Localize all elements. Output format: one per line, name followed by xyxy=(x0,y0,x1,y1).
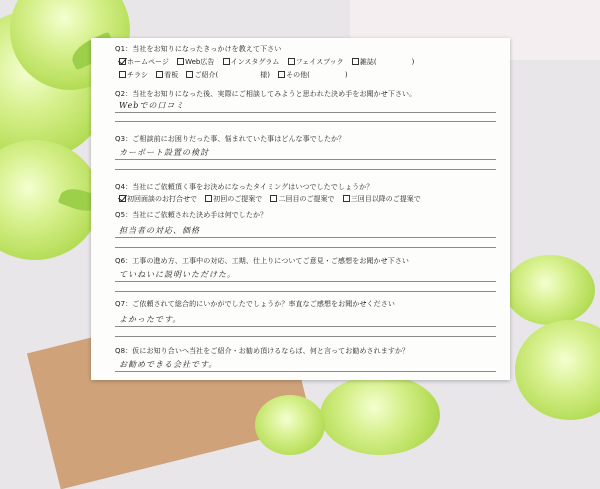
checkbox-icon[interactable] xyxy=(205,195,212,202)
q4-option[interactable]: 初回のご提案で xyxy=(205,195,265,203)
petal-decoration xyxy=(255,395,325,455)
checkbox-icon[interactable] xyxy=(270,195,277,202)
q1-option[interactable]: インスタグラム xyxy=(223,58,283,66)
answer-line xyxy=(115,326,496,327)
checkbox-icon[interactable] xyxy=(119,71,126,78)
checkbox-icon[interactable] xyxy=(156,71,163,78)
q1-option[interactable]: 雑誌( ) xyxy=(352,58,417,66)
q6-question: Q6：工事の進め方、工事中の対応、工期、仕上りについてご意見・ご感想をお聞かせ下さい xyxy=(115,257,410,265)
checkbox-icon[interactable] xyxy=(177,58,184,65)
checkbox-icon[interactable] xyxy=(278,71,285,78)
answer-line xyxy=(115,336,496,337)
q1-options-row1 xyxy=(119,57,420,67)
q4-option[interactable]: 二回目のご提案で xyxy=(270,195,337,203)
q1-question: Q1：当社をお知りになったきっかけを教えて下さい xyxy=(115,45,282,53)
answer-line xyxy=(115,291,496,292)
q4-option[interactable]: 初回面談のお打合せで xyxy=(119,195,200,203)
q1-options-row2 xyxy=(119,70,354,80)
checkbox-icon[interactable] xyxy=(186,71,193,78)
checkbox-icon[interactable] xyxy=(119,195,126,202)
checkbox-icon[interactable] xyxy=(223,58,230,65)
answer-line xyxy=(115,121,496,122)
checkbox-icon[interactable] xyxy=(343,195,350,202)
q1-option[interactable]: ご紹介( 様) xyxy=(186,71,272,79)
q4-option[interactable]: 三回目以降のご提案で xyxy=(343,195,424,203)
q2-question: Q2：当社をお知りになった後、実際にご相談してみようと思われた決め手をお聞かせ下さい。 xyxy=(115,90,417,98)
q3-question: Q3：ご相談前にお困りだった事、悩まれていた事はどんな事でしたか？ xyxy=(115,135,346,143)
q2-answer[interactable]: Webでの口コミ xyxy=(119,101,185,110)
q1-option[interactable]: 看板 xyxy=(156,71,181,79)
answer-line xyxy=(115,169,496,170)
q6-answer[interactable]: ていねいに説明いただけた。 xyxy=(119,270,236,279)
answer-line xyxy=(115,112,496,113)
q3-answer[interactable]: カーポート設置の検討 xyxy=(119,148,209,157)
answer-line xyxy=(115,247,496,248)
q1-option[interactable]: チラシ xyxy=(119,71,151,79)
q8-answer[interactable]: お勧めできる会社です。 xyxy=(119,360,218,369)
q8-question: Q8：仮にお知り合いへ当社をご紹介・お勧め頂けるならば、何と言ってお勧めされますか？ xyxy=(115,347,410,355)
petal-decoration xyxy=(515,320,600,420)
checkbox-icon[interactable] xyxy=(119,58,126,65)
petal-decoration xyxy=(320,375,440,455)
checkbox-icon[interactable] xyxy=(352,58,359,65)
q1-option[interactable]: Web広告 xyxy=(177,58,217,66)
answer-line xyxy=(115,237,496,238)
petal-decoration xyxy=(505,255,595,325)
q1-option[interactable]: フェイスブック xyxy=(288,58,347,66)
answer-line xyxy=(115,281,496,282)
q5-answer[interactable]: 担当者の対応、価格 xyxy=(119,226,200,235)
q4-options xyxy=(119,194,427,204)
q7-question: Q7：ご依頼されて総合的にいかがでしたでしょうか？率直なご感想をお聞かせください xyxy=(115,300,395,308)
q4-question: Q4：当社にご依頼頂く事をお決めになったタイミングはいつでしたでしょうか？ xyxy=(115,183,374,191)
answer-line xyxy=(115,371,496,372)
q1-option[interactable]: その他( ) xyxy=(278,71,350,79)
q1-option[interactable]: ホームページ xyxy=(119,58,172,66)
checkbox-icon[interactable] xyxy=(288,58,295,65)
q5-question: Q5：当社にご依頼された決め手は何でしたか？ xyxy=(115,211,268,219)
survey-sheet xyxy=(91,38,510,380)
answer-line xyxy=(115,159,496,160)
q7-answer[interactable]: よかったです。 xyxy=(119,315,182,324)
